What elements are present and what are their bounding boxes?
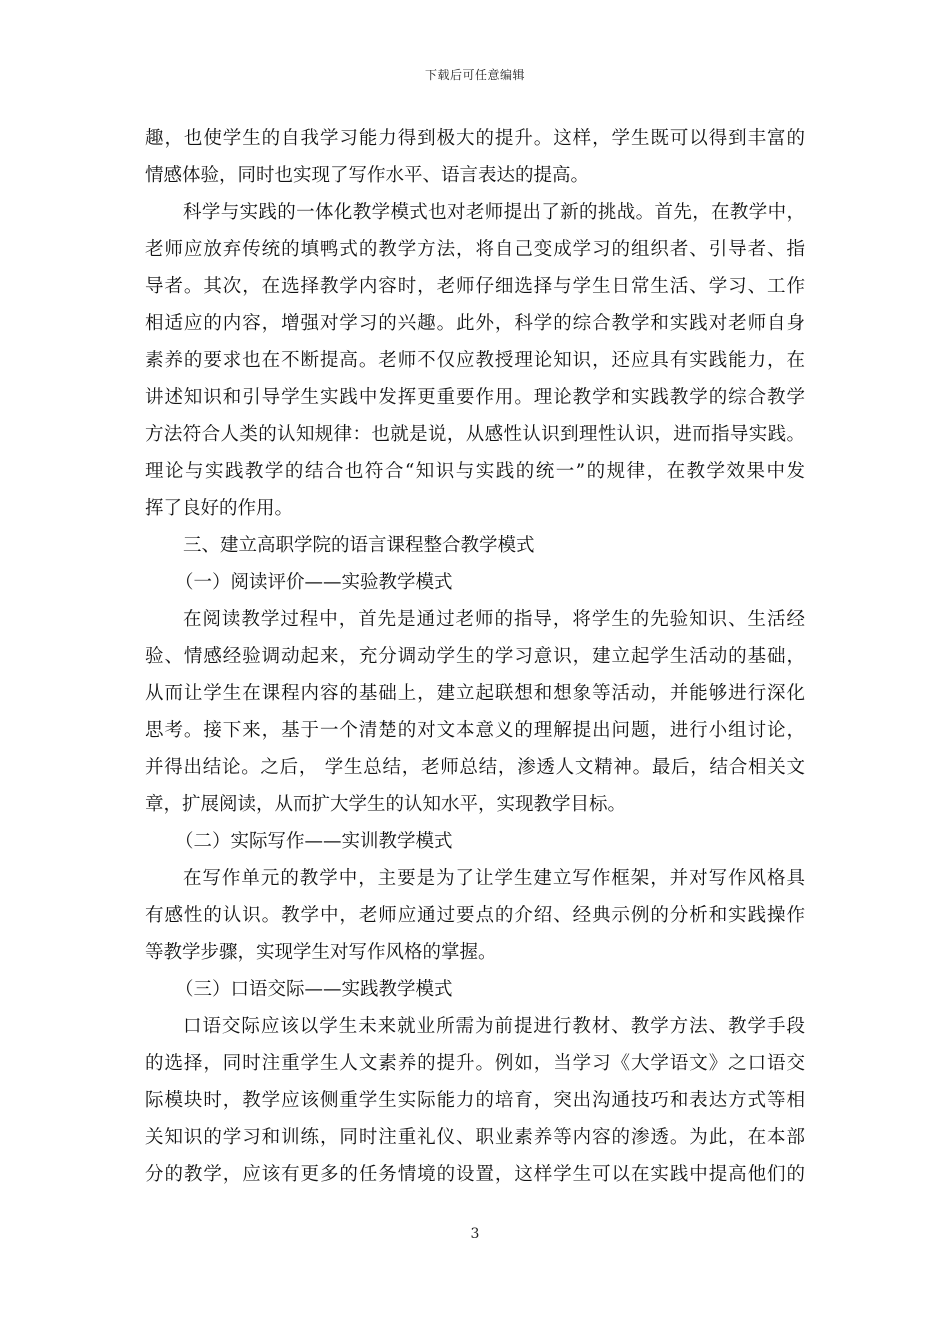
text-line: 在写作单元的教学中，主要是为了让学生建立写作框架，并对写作风格具 bbox=[183, 868, 805, 889]
text-line: 方法符合人类的认知规律：也就是说，从感性认识到理性认识，进而指导实践。 bbox=[145, 424, 805, 445]
text-line: 老师应放弃传统的填鸭式的教学方法，将自己变成学习的组织者、引导者、指 bbox=[145, 239, 805, 260]
text-line: 际模块时，教学应该侧重学生实际能力的培育，突出沟通技巧和表达方式等相 bbox=[145, 1090, 805, 1111]
text-line: 口语交际应该以学生未来就业所需为前提进行教材、教学方法、教学手段 bbox=[183, 1016, 805, 1037]
text-line: 的选择，同时注重学生人文素养的提升。例如，当学习《大学语文》之口语交 bbox=[145, 1053, 805, 1074]
subsection-heading: （三）口语交际——实践教学模式 bbox=[175, 979, 453, 1000]
text-line: 理论与实践教学的结合也符合“知识与实践的统一”的规律，在教学效果中发 bbox=[145, 461, 805, 482]
text-line: 在阅读教学过程中，首先是通过老师的指导，将学生的先验知识、生活经 bbox=[183, 609, 805, 630]
text-line: 有感性的认识。教学中，老师应通过要点的介绍、经典示例的分析和实践操作 bbox=[145, 905, 805, 926]
text-line: 趣，也使学生的自我学习能力得到极大的提升。这样，学生既可以得到丰富的 bbox=[145, 128, 805, 149]
text-line: 导者。其次，在选择教学内容时，老师仔细选择与学生日常生活、学习、工作 bbox=[145, 276, 805, 297]
text-line: 等教学步骤，实现学生对写作风格的掌握。 bbox=[145, 942, 497, 963]
text-line: 相适应的内容，增强对学习的兴趣。此外，科学的综合教学和实践对老师自身 bbox=[145, 313, 805, 334]
text-line: 并得出结论。之后， 学生总结，老师总结，渗透人文精神。最后，结合相关文 bbox=[145, 757, 805, 778]
text-line: 从而让学生在课程内容的基础上，建立起联想和想象等活动，并能够进行深化 bbox=[145, 683, 805, 704]
text-line: 思考。接下来，基于一个清楚的对文本意义的理解提出问题，进行小组讨论， bbox=[145, 720, 805, 741]
page-header: 下载后可任意编辑 bbox=[424, 68, 525, 82]
subsection-heading: （一）阅读评价——实验教学模式 bbox=[175, 572, 453, 593]
section-heading: 三、建立高职学院的语言课程整合教学模式 bbox=[183, 535, 535, 556]
text-line: 验、情感经验调动起来，充分调动学生的学习意识，建立起学生活动的基础， bbox=[145, 646, 805, 667]
text-line: 讲述知识和引导学生实践中发挥更重要作用。理论教学和实践教学的综合教学 bbox=[145, 387, 805, 408]
text-line: 分的教学，应该有更多的任务情境的设置，这样学生可以在实践中提高他们的 bbox=[145, 1164, 805, 1185]
text-line: 关知识的学习和训练，同时注重礼仪、职业素养等内容的渗透。为此，在本部 bbox=[145, 1127, 805, 1148]
text-line: 科学与实践的一体化教学模式也对老师提出了新的挑战。首先，在教学中， bbox=[183, 202, 805, 223]
text-line: 挥了良好的作用。 bbox=[145, 498, 294, 519]
text-line: 章，扩展阅读，从而扩大学生的认知水平，实现教学目标。 bbox=[145, 794, 627, 815]
subsection-heading: （二）实际写作——实训教学模式 bbox=[175, 831, 453, 852]
page-number: 3 bbox=[470, 1226, 480, 1242]
text-line: 情感体验，同时也实现了写作水平、语言表达的提高。 bbox=[145, 165, 590, 186]
text-line: 素养的要求也在不断提高。老师不仅应教授理论知识，还应具有实践能力，在 bbox=[145, 350, 805, 371]
body-text bbox=[145, 120, 805, 1193]
